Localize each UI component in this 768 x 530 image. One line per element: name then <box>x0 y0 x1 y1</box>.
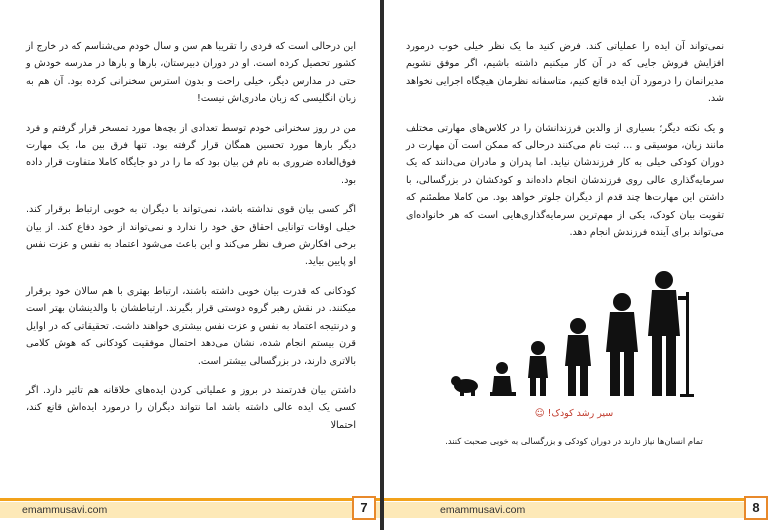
paragraph: و یک نکته دیگر؛ بسیاری از والدین فرزندانشان را در کلاس‌های مهارتی مختلف مانند زبان، موسیقی و ... ثبت نام می‌کنند درحالی که ممکن است آن مهارت در دوران کودکی خیلی به کار فرزندشان نیاید. اما پدران و مادران می‌دانند که یک سرمایه‌گذاری عالی روی فرزندشان انجام داده‌اند و کودکشان در بزرگسالی، با داشتن این مهارت‌ها چند قدم از دیگران جلوتر خواهد بود. من کاملا مطمئنم که تقویت بیان کودک، یکی از مهم‌ترین سرمایه‌گذاری‌هایی است که هر خانواده‌ای می‌تواند برای آینده فرزندش انجام دهد. <box>406 122 724 239</box>
paragraph: اگر کسی بیان قوی نداشته باشد، نمی‌تواند با دیگران به خوبی ارتباط برقرار کند. خیلی اوقات توانایی احقاق حق خود را ندارد و نمی‌تواند از خود دفاع کند. از بیان برخی افکارش صرف نظر می‌کند و این باعث می‌شود اعتماد به نفس و عزت نفس او پایین بیاید. <box>26 204 356 268</box>
paragraph: من در روز سخنرانی خودم توسط تعدادی از بچه‌ها مورد تمسخر قرار گرفتم و فرد دیگر بارها مورد تحسین همگان قرار گرفته بود. تنها فرق بین ما، یک مهارت فوق‌العاده ضروری به نام فن بیان بود که ما را در دو جایگاه کاملا متفاوت قرار داده بود. <box>26 122 356 186</box>
paragraph: داشتن بیان قدرتمند در بروز و عملیاتی کردن ایده‌های خلاقانه هم تاثیر دارد. اگر کسی یک ایده عالی داشته باشد اما نتواند دیگران را درمورد ایده‌اش قانع کند، احتمالا <box>26 384 356 431</box>
footer <box>384 494 768 516</box>
figure-subcaption: تمام انسان‌ها نیاز دارند در دوران کودکی و بزرگسالی به خوبی صحبت کنند. <box>445 436 703 446</box>
page-number: 7 <box>352 496 376 520</box>
footer <box>0 494 384 516</box>
paragraph: کودکانی که قدرت بیان خوبی داشته باشند، ارتباط بهتری با هم سالان خود برقرار میکنند. در نقش رهبر گروه دوستی قرار بگیرند. ارتباطشان با والدینشان بهتر است و درنتیجه اعتماد به نفس و عزت نفس بیشتری خواهند داشت. تحقیقاتی که در اوایل قرن بیستم انجام شده، نشان می‌دهد احتمال موفقیت کودکانی که هوش کلامی بالاتری دارند، در بزرگسالی بیشتر است. <box>26 285 356 367</box>
page-number: 8 <box>744 496 768 520</box>
right-page <box>384 0 768 530</box>
figure-caption: سیر رشد کودک! ☺ <box>534 408 614 419</box>
footer-line <box>384 498 768 501</box>
footer-site: emammusavi.com <box>22 504 108 516</box>
right-page-text <box>406 38 724 253</box>
left-page-text <box>26 38 356 446</box>
paragraph: نمی‌تواند آن ایده را عملیاتی کند. فرض کنید ما یک نظر خیلی خوب درمورد افزایش فروش جایی که در آن کار میکنیم داشته باشیم، اگر موفق نشویم مدیرانمان را درمورد آن ایده قانع کنیم، متاسفانه نظرمان هیچگاه اجرایی نخواهد شد. <box>406 41 724 105</box>
footer-site: emammusavi.com <box>440 504 526 516</box>
evolution-silhouette-icon <box>444 270 694 398</box>
footer-line <box>0 498 384 501</box>
paragraph: این درحالی است که فردی را تقریبا هم سن و سال خودم می‌شناسم که در خارج از کشور تحصیل کرده است. او در دوران دبیرستان، بارها و بارها در مدرسه خودش و حتی در مدارس دیگر، خیلی راحت و بدون استرس سخنرانی کرده بود. آن هم به زبان انگلیسی که زبان مادری‌اش نیست! <box>26 41 356 105</box>
